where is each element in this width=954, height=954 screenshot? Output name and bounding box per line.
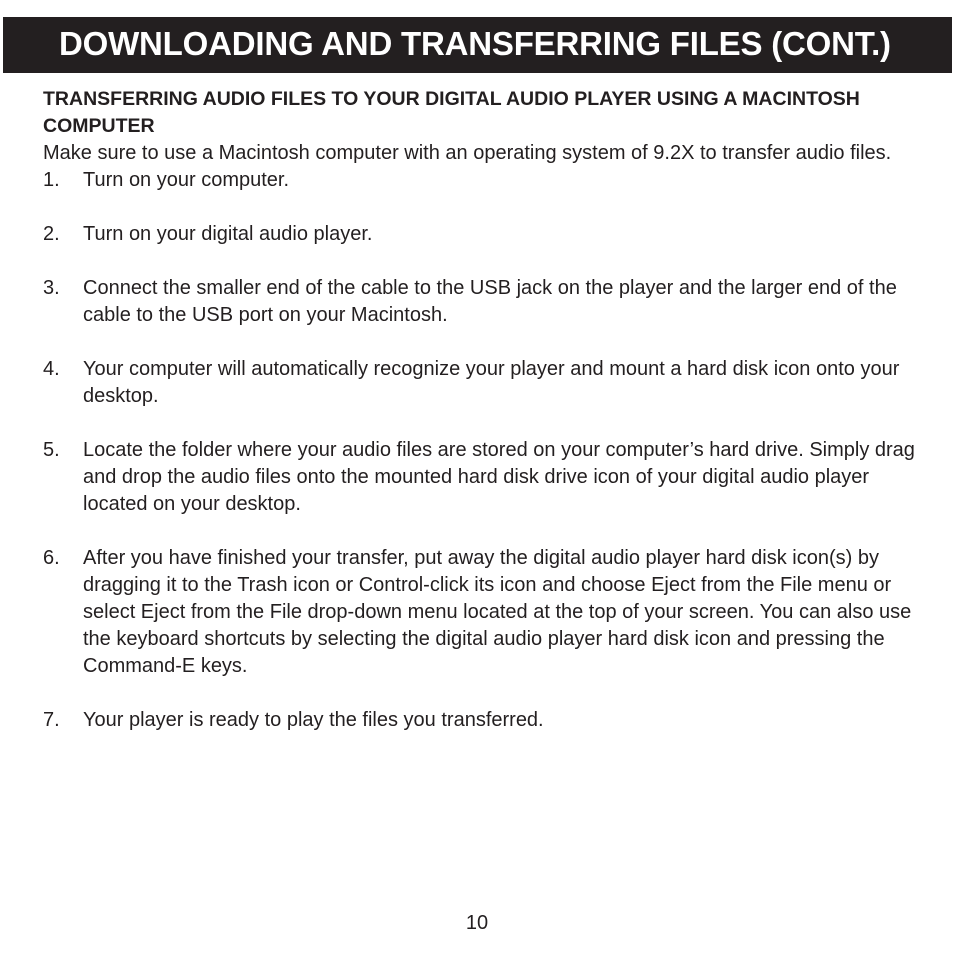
- section-heading: TRANSFERRING AUDIO FILES TO YOUR DIGITAL AUDIO PLAYER USING A MACINTOSH COMPUTER: [43, 88, 860, 137]
- step-number: 7.: [43, 709, 60, 731]
- step-text: Turn on your digital audio player.: [83, 223, 373, 245]
- header-bar: [3, 17, 952, 73]
- step-text: Your computer will automatically recognize your player and mount a hard disk icon onto your desktop.: [83, 358, 900, 407]
- list-item: [43, 545, 923, 680]
- list-item: [43, 221, 923, 248]
- steps-list: [43, 167, 923, 734]
- step-text: Turn on your computer.: [83, 169, 290, 191]
- main-content: [43, 86, 923, 734]
- step-text: After you have finished your transfer, put away the digital audio player hard disk icon(s) by dragging it to the Trash icon or Control-click its icon and choose Eject from the File menu or select Eject from the File drop-down menu located at the top of your screen. You can also use the keyboard shortcuts by selecting the digital audio player hard disk icon and pressing the Command-E keys.: [83, 547, 912, 677]
- step-text: Locate the folder where your audio files are stored on your computer’s hard drive. Simply drag and drop the audio files onto the mounted hard disk drive icon of your digital audio player located on your desktop.: [83, 439, 915, 515]
- intro-paragraph: Make sure to use a Macintosh computer with an operating system of 9.2X to transfer audio files.: [43, 142, 892, 164]
- step-text: Connect the smaller end of the cable to the USB jack on the player and the larger end of the cable to the USB port on your Macintosh.: [83, 277, 897, 326]
- page-number: 10: [465, 912, 489, 934]
- step-number: 5.: [43, 439, 60, 461]
- step-text: Your player is ready to play the files you transferred.: [83, 709, 544, 731]
- list-item: [43, 356, 923, 410]
- step-number: 3.: [43, 277, 60, 299]
- step-number: 1.: [43, 169, 60, 191]
- step-number: 6.: [43, 547, 60, 569]
- list-item: [43, 437, 923, 518]
- list-item: [43, 167, 923, 194]
- list-item: [43, 707, 923, 734]
- page-title: DOWNLOADING AND TRANSFERRING FILES (CONT.): [59, 25, 891, 62]
- step-number: 2.: [43, 223, 60, 245]
- list-item: [43, 275, 923, 329]
- step-number: 4.: [43, 358, 60, 380]
